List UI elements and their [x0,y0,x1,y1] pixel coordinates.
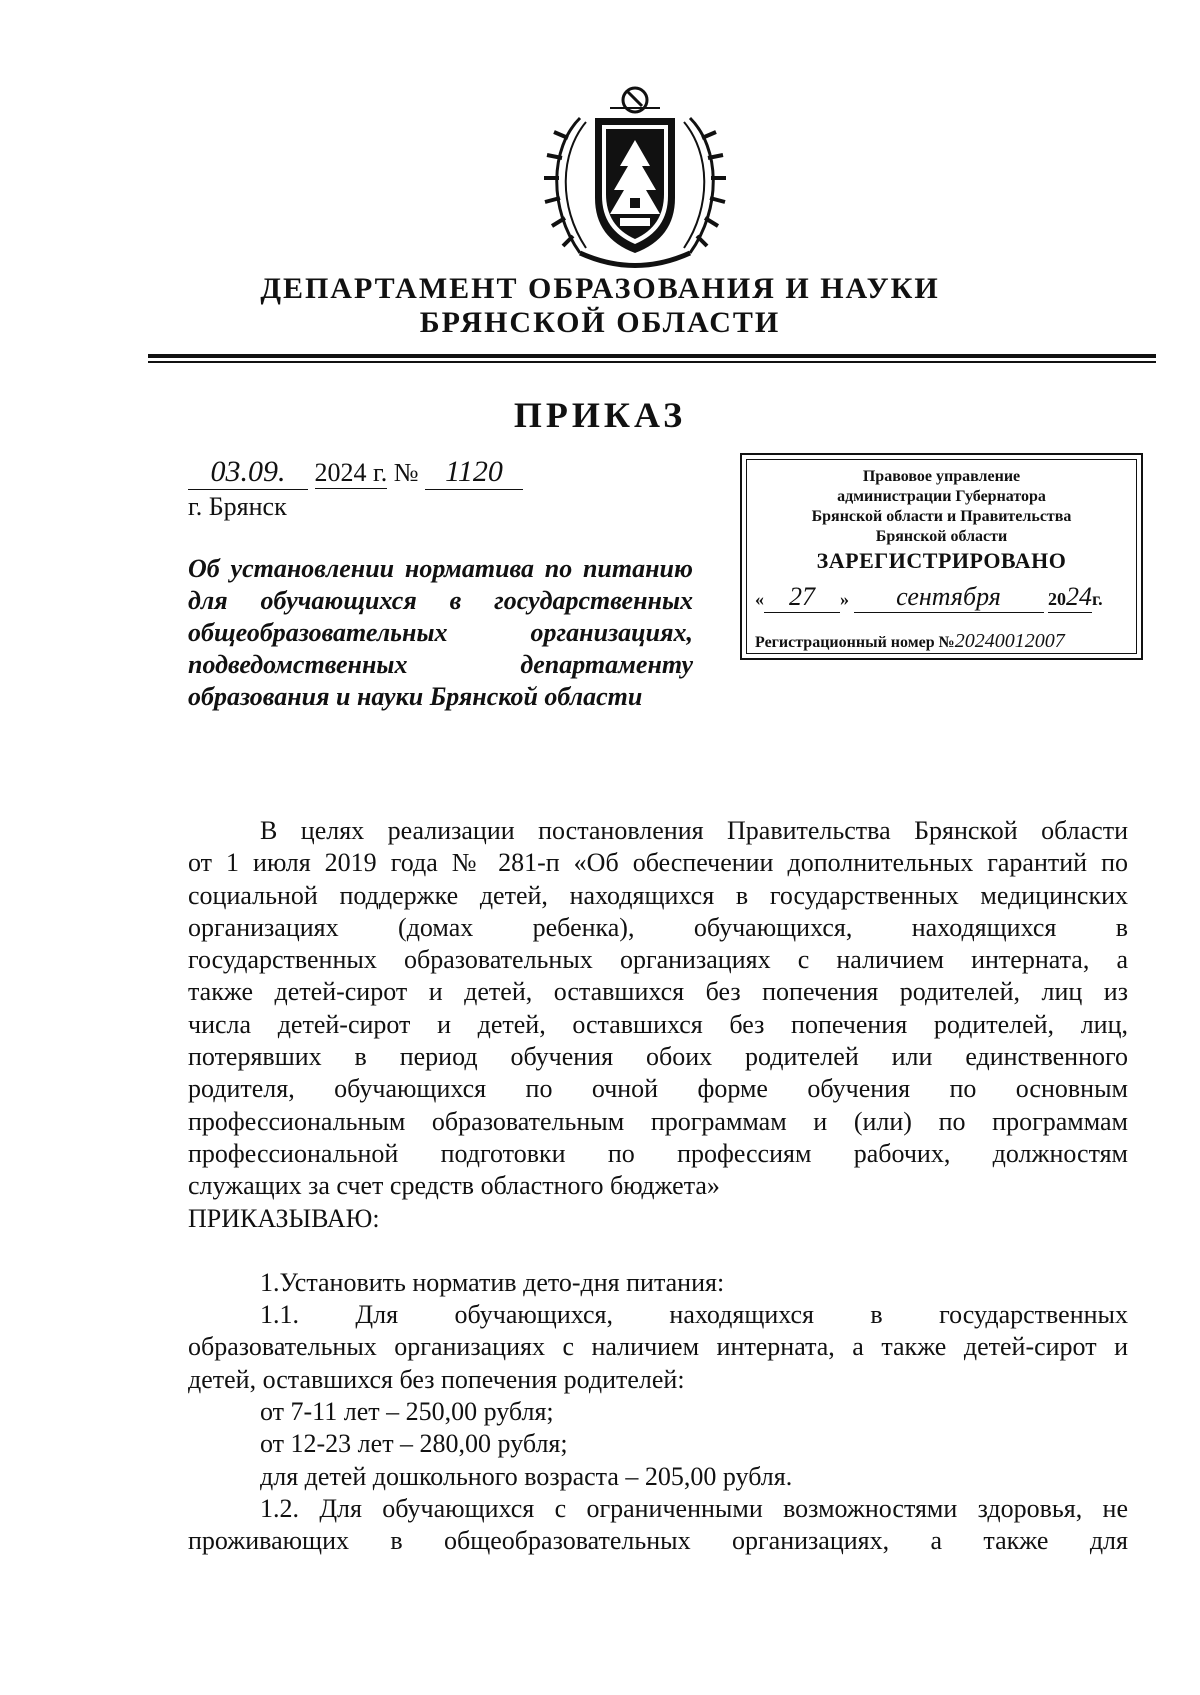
preamble-line: потерявших в период обучения обоих родителей или единственного [188,1042,1128,1072]
order-date-handwritten: 03.09. [188,455,308,490]
preamble-line: от 1 июля 2019 года № 281-п «Об обеспечении дополнительных гарантий по [188,848,1128,878]
department-name-line1: ДЕПАРТАМЕНТ ОБРАЗОВАНИЯ И НАУКИ [260,272,940,305]
item-1: 1.Установить норматив дето-дня питания: [260,1267,725,1297]
document-title: ПРИКАЗ [513,395,687,435]
department-name-line2: БРЯНСКОЙ ОБЛАСТИ [419,306,781,339]
rate-line: от 12-23 лет – 280,00 рубля; [260,1429,568,1459]
preamble-line: организациях (домах ребенка), обучающихся, находящихся в [188,912,1128,942]
order-number-handwritten: 1120 [425,455,523,490]
stamp-year-handwritten: 24 [1066,582,1092,611]
preamble-line: социальной поддержке детей, находящихся в государственных медицинских [188,880,1128,910]
preamble-line: профессиональной подготовки по профессиям рабочих, должностям [188,1138,1128,1168]
order-subject: Об установлении норматива по питанию для обучающихся в государственных общеобразовательных организациях, подведомственных департаменту образования и науки Брянской области [188,554,693,711]
order-year: 2024 г. [314,458,388,487]
stamp-line: Брянской области [875,528,1008,545]
stamp-year-end: г. [1092,589,1103,609]
stamp-reg-label: Регистрационный номер № [755,634,955,651]
preamble-line: также детей-сирот и детей, оставшихся без попечения родителей, лиц из [188,977,1128,1007]
stamp-year-prefix: 20 [1048,589,1066,609]
order-city: г. Брянск [188,492,287,521]
item-1-1-line: образовательных организациях с наличием интерната, а также детей-сирот и [188,1332,1128,1362]
order-date-number [188,455,523,490]
rate-line: для детей дошкольного возраста – 205,00 рубля. [260,1461,793,1491]
preamble-line: числа детей-сирот и детей, оставшихся без попечения родителей, лиц, [188,1009,1128,1039]
header-divider-thick [148,354,1156,358]
item-1-1-line: 1.1. Для обучающихся, находящихся в государственных [260,1300,1128,1330]
stamp-quote: » [840,589,849,609]
stamp-line: администрации Губернатора [837,488,1046,505]
stamp-date [755,582,1128,613]
preamble-line: профессиональным образовательным программам и (или) по программам [188,1106,1128,1136]
registration-stamp [740,453,1143,660]
item-1-2-line: проживающих в общеобразовательных организациях, а также для [188,1526,1128,1556]
order-body [188,815,1128,1558]
stamp-month-handwritten: сентября [854,582,1044,613]
stamp-day-handwritten: 27 [764,582,840,613]
stamp-reg-number-handwritten: 20240012007 [954,630,1065,652]
registration-stamp-frame [746,459,1137,654]
stamp-registered-label: ЗАРЕГИСТРИРОВАНО [816,548,1067,573]
coat-of-arms-emblem [540,78,730,278]
stamp-line: Брянской области и Правительства [811,508,1072,525]
preamble-line: родителя, обучающихся по очной форме обучения по основным [188,1074,1128,1104]
preamble-line: служащих за счет средств областного бюджета» [188,1171,720,1201]
order-number-label: № [393,458,419,487]
coat-of-arms-icon [540,78,730,278]
item-1-1-line: детей, оставшихся без попечения родителей: [188,1364,685,1394]
order-word: ПРИКАЗЫВАЮ: [188,1203,380,1233]
stamp-line: Правовое управление [862,468,1021,485]
stamp-quote: « [755,589,764,609]
item-1-2-line: 1.2. Для обучающихся с ограниченными возможностями здоровья, не [260,1493,1128,1523]
preamble-line: В целях реализации постановления Правительства Брянской области [260,816,1128,845]
stamp-registration-number [755,630,1132,653]
rate-line: от 7-11 лет – 250,00 рубля; [260,1397,554,1427]
preamble-line: государственных образовательных организациях с наличием интерната, а [188,945,1128,975]
header-divider-thin [148,361,1156,363]
